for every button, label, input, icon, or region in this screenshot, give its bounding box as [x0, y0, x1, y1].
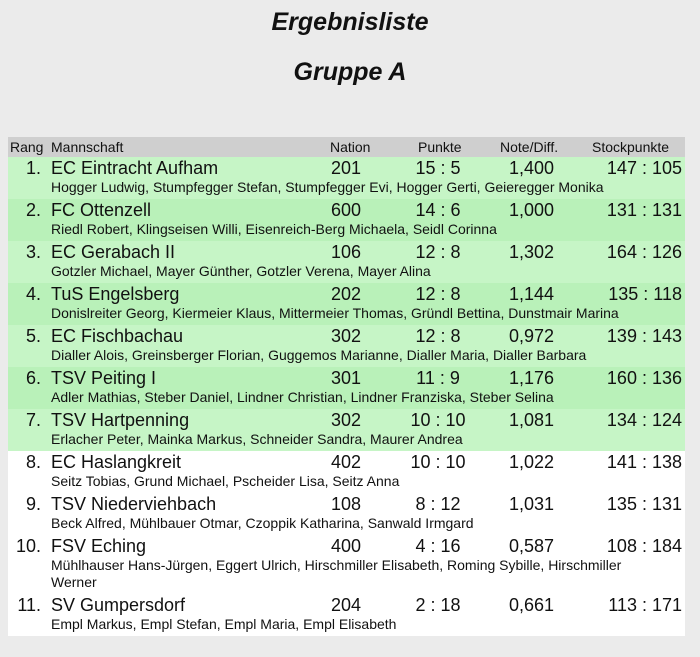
header-note: Note/Diff. [500, 139, 559, 155]
team-cell: TuS Engelsberg [51, 284, 180, 304]
points-cell: 8 : 12 [415, 494, 461, 514]
points-cell: 4 : 16 [415, 536, 461, 556]
points-cell: 10 : 10 [410, 452, 466, 472]
nation-cell: 600 [331, 200, 362, 220]
note-cell: 1,144 [509, 284, 555, 304]
players-line: Hogger Ludwig, Stumpfegger Stefan, Stumpfegger Evi, Hogger Gerti, Geieregger Monika [51, 179, 604, 195]
nation-cell: 106 [331, 242, 362, 262]
team-line [8, 594, 685, 616]
nation-cell: 400 [331, 536, 362, 556]
header-rang: Rang [10, 139, 44, 155]
table-row [8, 451, 685, 493]
team-line [8, 157, 685, 179]
note-cell: 0,661 [509, 595, 555, 615]
team-cell: TSV Peiting I [51, 368, 157, 388]
rank-cell: 1. [25, 158, 41, 178]
stockpunkte-cell: 141 : 138 [606, 452, 682, 472]
stockpunkte-cell: 160 : 136 [606, 368, 682, 388]
team-line [8, 241, 685, 263]
table-row [8, 325, 685, 367]
page-title: Ergebnisliste [271, 8, 429, 36]
players-line: Beck Alfred, Mühlbauer Otmar, Czoppik Katharina, Sanwald Irmgard [51, 515, 474, 531]
header-mannschaft: Mannschaft [51, 139, 124, 155]
table-row [8, 241, 685, 283]
table-row [8, 594, 685, 636]
players-line: Empl Markus, Empl Stefan, Empl Maria, Empl Elisabeth [51, 616, 397, 632]
team-cell: FC Ottenzell [51, 200, 152, 220]
page-subtitle: Gruppe A [293, 58, 407, 86]
points-cell: 2 : 18 [415, 595, 461, 615]
team-cell: EC Haslangkreit [51, 452, 182, 472]
team-line [8, 535, 685, 557]
team-cell: TSV Hartpenning [51, 410, 190, 430]
note-cell: 1,176 [509, 368, 555, 388]
stockpunkte-cell: 135 : 131 [606, 494, 682, 514]
note-cell: 1,022 [509, 452, 555, 472]
nation-cell: 202 [331, 284, 362, 304]
points-cell: 14 : 6 [415, 200, 461, 220]
header-punkte: Punkte [418, 139, 462, 155]
team-cell: FSV Eching [51, 536, 147, 556]
rank-cell: 4. [25, 284, 41, 304]
table-header [8, 137, 685, 157]
rank-cell: 2. [25, 200, 41, 220]
points-cell: 11 : 9 [416, 368, 460, 388]
rank-cell: 3. [25, 242, 41, 262]
nation-cell: 302 [331, 410, 362, 430]
nation-cell: 204 [331, 595, 362, 615]
nation-cell: 201 [331, 158, 362, 178]
table-row [8, 199, 685, 241]
team-line [8, 199, 685, 221]
team-line [8, 409, 685, 431]
players-line: Erlacher Peter, Mainka Markus, Schneider Sandra, Maurer Andrea [51, 431, 463, 447]
team-line [8, 283, 685, 305]
team-cell: EC Eintracht Aufham [51, 158, 219, 178]
rank-cell: 9. [25, 494, 41, 514]
stockpunkte-cell: 164 : 126 [606, 242, 682, 262]
team-line [8, 451, 685, 473]
players-line: Gotzler Michael, Mayer Günther, Gotzler Verena, Mayer Alina [51, 263, 431, 279]
points-cell: 15 : 5 [415, 158, 461, 178]
players-line: Seitz Tobias, Grund Michael, Pscheider Lisa, Seitz Anna [51, 473, 400, 489]
team-line [8, 325, 685, 347]
rank-cell: 7. [25, 410, 41, 430]
nation-cell: 108 [331, 494, 362, 514]
rank-cell: 8. [25, 452, 41, 472]
note-cell: 0,587 [509, 536, 555, 556]
stockpunkte-cell: 131 : 131 [606, 200, 682, 220]
table-row [8, 367, 685, 409]
note-cell: 1,400 [509, 158, 555, 178]
points-cell: 12 : 8 [415, 242, 461, 262]
team-line [8, 493, 685, 515]
table-row [8, 283, 685, 325]
players-line: Donislreiter Georg, Kiermeier Klaus, Mittermeier Thomas, Gründl Bettina, Dunstmair Marina [51, 305, 619, 321]
players-line: Mühlhauser Hans-Jürgen, Eggert Ulrich, Hirschmiller Elisabeth, Roming Sybille, Hirschmiller Werner [51, 557, 622, 590]
players-line: Dialler Alois, Greinsberger Florian, Guggemos Marianne, Dialler Maria, Dialler Barbara [51, 347, 587, 363]
rank-cell: 11. [17, 595, 41, 615]
rank-cell: 10. [15, 536, 41, 556]
note-cell: 1,081 [509, 410, 555, 430]
rank-cell: 6. [25, 368, 41, 388]
stockpunkte-cell: 134 : 124 [606, 410, 682, 430]
stockpunkte-cell: 113 : 171 [608, 595, 682, 615]
nation-cell: 301 [331, 368, 362, 388]
team-cell: SV Gumpersdorf [51, 595, 186, 615]
players-line: Adler Mathias, Steber Daniel, Lindner Christian, Lindner Franziska, Steber Selina [51, 389, 554, 405]
table-row [8, 535, 685, 594]
nation-cell: 302 [331, 326, 362, 346]
stockpunkte-cell: 108 : 184 [606, 536, 682, 556]
team-cell: EC Gerabach II [51, 242, 176, 262]
team-line [8, 367, 685, 389]
header-stockpunkte: Stockpunkte [592, 139, 670, 155]
table-row [8, 157, 685, 199]
table-row [8, 409, 685, 451]
note-cell: 1,031 [509, 494, 555, 514]
stockpunkte-cell: 135 : 118 [608, 284, 682, 304]
players-line: Riedl Robert, Klingseisen Willi, Eisenreich-Berg Michaela, Seidl Corinna [51, 221, 497, 237]
team-cell: EC Fischbachau [51, 326, 184, 346]
header-nation: Nation [330, 139, 371, 155]
points-cell: 10 : 10 [410, 410, 466, 430]
note-cell: 1,000 [509, 200, 555, 220]
team-cell: TSV Niederviehbach [51, 494, 217, 514]
stockpunkte-cell: 147 : 105 [606, 158, 682, 178]
note-cell: 1,302 [509, 242, 555, 262]
stockpunkte-cell: 139 : 143 [606, 326, 682, 346]
table-row [8, 493, 685, 535]
note-cell: 0,972 [509, 326, 555, 346]
points-cell: 12 : 8 [415, 326, 461, 346]
results-table [8, 137, 685, 636]
rank-cell: 5. [25, 326, 41, 346]
nation-cell: 402 [331, 452, 362, 472]
points-cell: 12 : 8 [415, 284, 461, 304]
